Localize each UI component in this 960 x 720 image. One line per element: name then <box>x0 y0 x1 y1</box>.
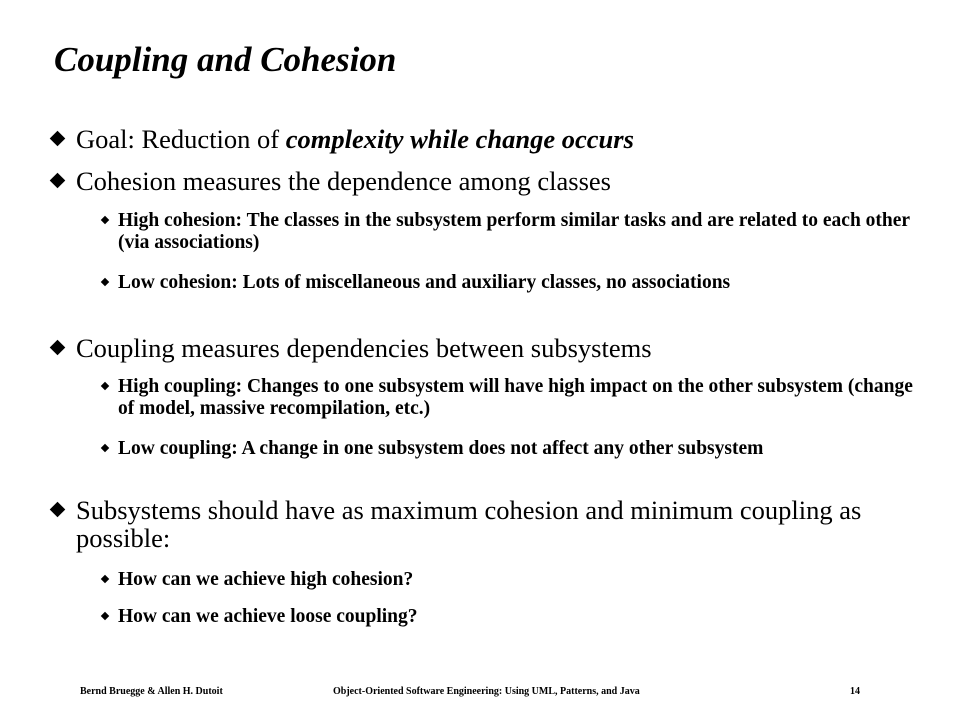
diamond-bullet-icon <box>50 131 66 147</box>
footer-book-title: Object-Oriented Software Engineering: Using UML, Patterns, and Java <box>333 686 640 697</box>
small-diamond-bullet-icon <box>101 444 109 452</box>
sub-bullet-high-coupling <box>118 376 918 420</box>
high-coupling-text: High coupling: Changes to one subsystem will have high impact on the other subsystem (change of model, massive recompilation, etc.) <box>118 376 913 419</box>
low-coupling-text: Low coupling: A change in one subsystem does not affect any other subsystem <box>118 438 764 459</box>
high-cohesion-text: High cohesion: The classes in the subsystem perform similar tasks and are related to each other (via associations) <box>118 210 910 253</box>
diamond-bullet-icon <box>50 340 66 356</box>
small-diamond-bullet-icon <box>101 382 109 390</box>
small-diamond-bullet-icon <box>101 216 109 224</box>
sub-bullet-high-cohesion <box>118 210 918 254</box>
sub-bullet-low-coupling <box>118 438 918 460</box>
sub-bullet-question-coupling <box>118 606 918 628</box>
footer-page-number: 14 <box>850 686 860 697</box>
sub-bullet-low-cohesion <box>118 272 918 294</box>
goal-text: Goal: Reduction of <box>76 124 286 154</box>
diamond-bullet-icon <box>50 502 66 518</box>
bullet-cohesion <box>76 167 916 195</box>
small-diamond-bullet-icon <box>101 575 109 583</box>
footer-authors: Bernd Bruegge & Allen H. Dutoit <box>80 686 223 697</box>
question-coupling-text: How can we achieve loose coupling? <box>118 606 418 627</box>
question-cohesion-text: How can we achieve high cohesion? <box>118 569 414 590</box>
subsystems-should-text: Subsystems should have as maximum cohesion and minimum coupling as possible: <box>76 495 862 553</box>
diamond-bullet-icon <box>50 173 66 189</box>
bullet-subsystems-should <box>76 496 916 552</box>
bullet-coupling <box>76 334 916 362</box>
small-diamond-bullet-icon <box>101 612 109 620</box>
slide-title: Coupling and Cohesion <box>54 40 397 79</box>
goal-emphasis: complexity while change occurs <box>285 124 634 154</box>
sub-bullet-question-cohesion <box>118 569 918 591</box>
small-diamond-bullet-icon <box>101 278 109 286</box>
low-cohesion-text: Low cohesion: Lots of miscellaneous and auxiliary classes, no associations <box>118 272 731 293</box>
bullet-goal <box>76 125 916 153</box>
coupling-text: Coupling measures dependencies between subsystems <box>76 333 652 363</box>
cohesion-text: Cohesion measures the dependence among classes <box>76 166 611 196</box>
